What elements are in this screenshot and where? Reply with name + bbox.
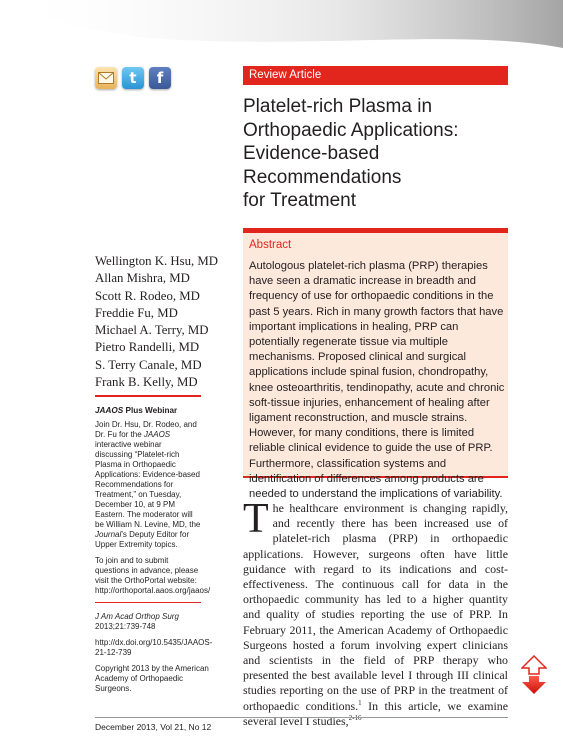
title-line: Recommendations xyxy=(243,166,402,188)
title-line: Platelet-rich Plasma in xyxy=(243,96,433,117)
drop-cap: T xyxy=(243,496,269,542)
share-icons xyxy=(95,67,171,89)
webinar-text-journal: JAAOS xyxy=(143,430,171,439)
section-label: Review Article xyxy=(243,66,508,85)
citation-copyright: Copyright 2013 by the American Academy of Orthopaedic Surgeons. xyxy=(95,664,209,693)
webinar-paragraph xyxy=(95,420,201,550)
webinar-join-paragraph: To join and to submit questions in advance, please visit the OrthoPortal website: http://orthoportal.aaos.org/jaaos/ xyxy=(95,556,211,595)
page-footer: December 2013, Vol 21, No 12 xyxy=(95,717,508,732)
mail-icon[interactable] xyxy=(95,67,117,89)
author: Scott R. Rodeo, MD xyxy=(95,288,200,303)
webinar-heading xyxy=(95,406,201,415)
abstract-box xyxy=(243,228,508,501)
webinar-box xyxy=(95,395,211,603)
down-arrow-icon[interactable] xyxy=(521,655,547,695)
author: Allan Mishra, MD xyxy=(95,271,190,286)
author: S. Terry Canale, MD xyxy=(95,357,202,372)
citation-block xyxy=(95,612,215,700)
citation-doi[interactable]: http://dx.doi.org/10.5435/JAAOS-21-12-739 xyxy=(95,638,213,657)
abstract-text: Autologous platelet-rich plasma (PRP) therapies have seen a dramatic increase in breadth and frequency of use for orthopaedic conditions in the past 5 years. Rich in many growth factors that have important implications in healing, PRP can potentially regenerate tissue via multiple mechanisms. Proposed clinical and surgical applications include spinal fusion, chondropathy, knee osteoarthritis, tendinopathy, acute and chronic soft-tissue injuries, enhancement of healing after ligament reconstruction, and muscle strains. However, for many conditions, there is limited reliable clinical evidence to guide the use of PRP. Furthermore, classification systems and identification of differences among products are needed to understand the implications of variability. xyxy=(249,260,505,501)
title-line: Evidence-based xyxy=(243,143,380,164)
twitter-icon[interactable] xyxy=(122,67,144,89)
citation-journal xyxy=(95,612,215,632)
reference-marker[interactable]: 2-16 xyxy=(348,713,362,722)
webinar-text-part: interactive webinar discussing “Platelet-rich Plasma in Orthopaedic Applications: Evidence-based Recommendations for Treatment,” on Tuesday, December 10, at 9 PM Eastern. The moderator will be William N. Levine, MD, the xyxy=(95,440,201,529)
body-text xyxy=(243,496,508,729)
webinar-text-part: ’s Deputy Editor for Upper Extremity topics. xyxy=(95,530,190,549)
twitter-glyph: t xyxy=(129,68,137,87)
citation-journal-name: J Am Acad Orthop Surg xyxy=(95,612,179,621)
author: Freddie Fu, MD xyxy=(95,305,178,320)
title-line: for Treatment xyxy=(243,190,356,211)
webinar-text-journal: Journal xyxy=(95,530,122,539)
author: Frank B. Kelly, MD xyxy=(95,375,198,390)
facebook-glyph: f xyxy=(156,68,164,87)
body-paragraph: he healthcare environment is changing rapidly, and recently there has been increased use of platelet-rich plasma (PRP) in orthopaedic applications. However, surgeons often have little guidance with regard to its indications and cost-effectiveness. The continuous call for data in the orthopaedic community has led to a higher quantity and quality of studies reporting the use of PRP. In February 2011, the American Academy of Orthopaedic Surgeons hosted a forum involving expert clinicians and scientists in the field of PRP therapy who presented the best available level I through III clinical studies reporting on the use of PRP in the treatment of orthopaedic conditions. xyxy=(243,501,508,713)
author: Michael A. Terry, MD xyxy=(95,323,209,338)
facebook-icon[interactable] xyxy=(149,67,171,89)
body-paragraph-cont: In this article, we examine several level I studies, xyxy=(243,698,508,728)
reference-marker[interactable]: 1 xyxy=(358,698,362,707)
abstract-label: Abstract xyxy=(249,239,292,251)
author-list xyxy=(95,253,218,391)
title-line: Orthopaedic Applications: xyxy=(243,119,459,141)
author: Pietro Randelli, MD xyxy=(95,340,200,355)
article-title xyxy=(243,95,523,213)
webinar-heading-journal: JAAOS xyxy=(95,406,124,415)
citation-volume: 2013;21:739-748 xyxy=(95,622,156,631)
webinar-text-part: Join Dr. Hsu, Dr. Rodeo, and Dr. Fu for the xyxy=(95,420,197,439)
webinar-heading-rest: Plus Webinar xyxy=(123,406,178,415)
author: Wellington K. Hsu, MD xyxy=(95,254,219,268)
